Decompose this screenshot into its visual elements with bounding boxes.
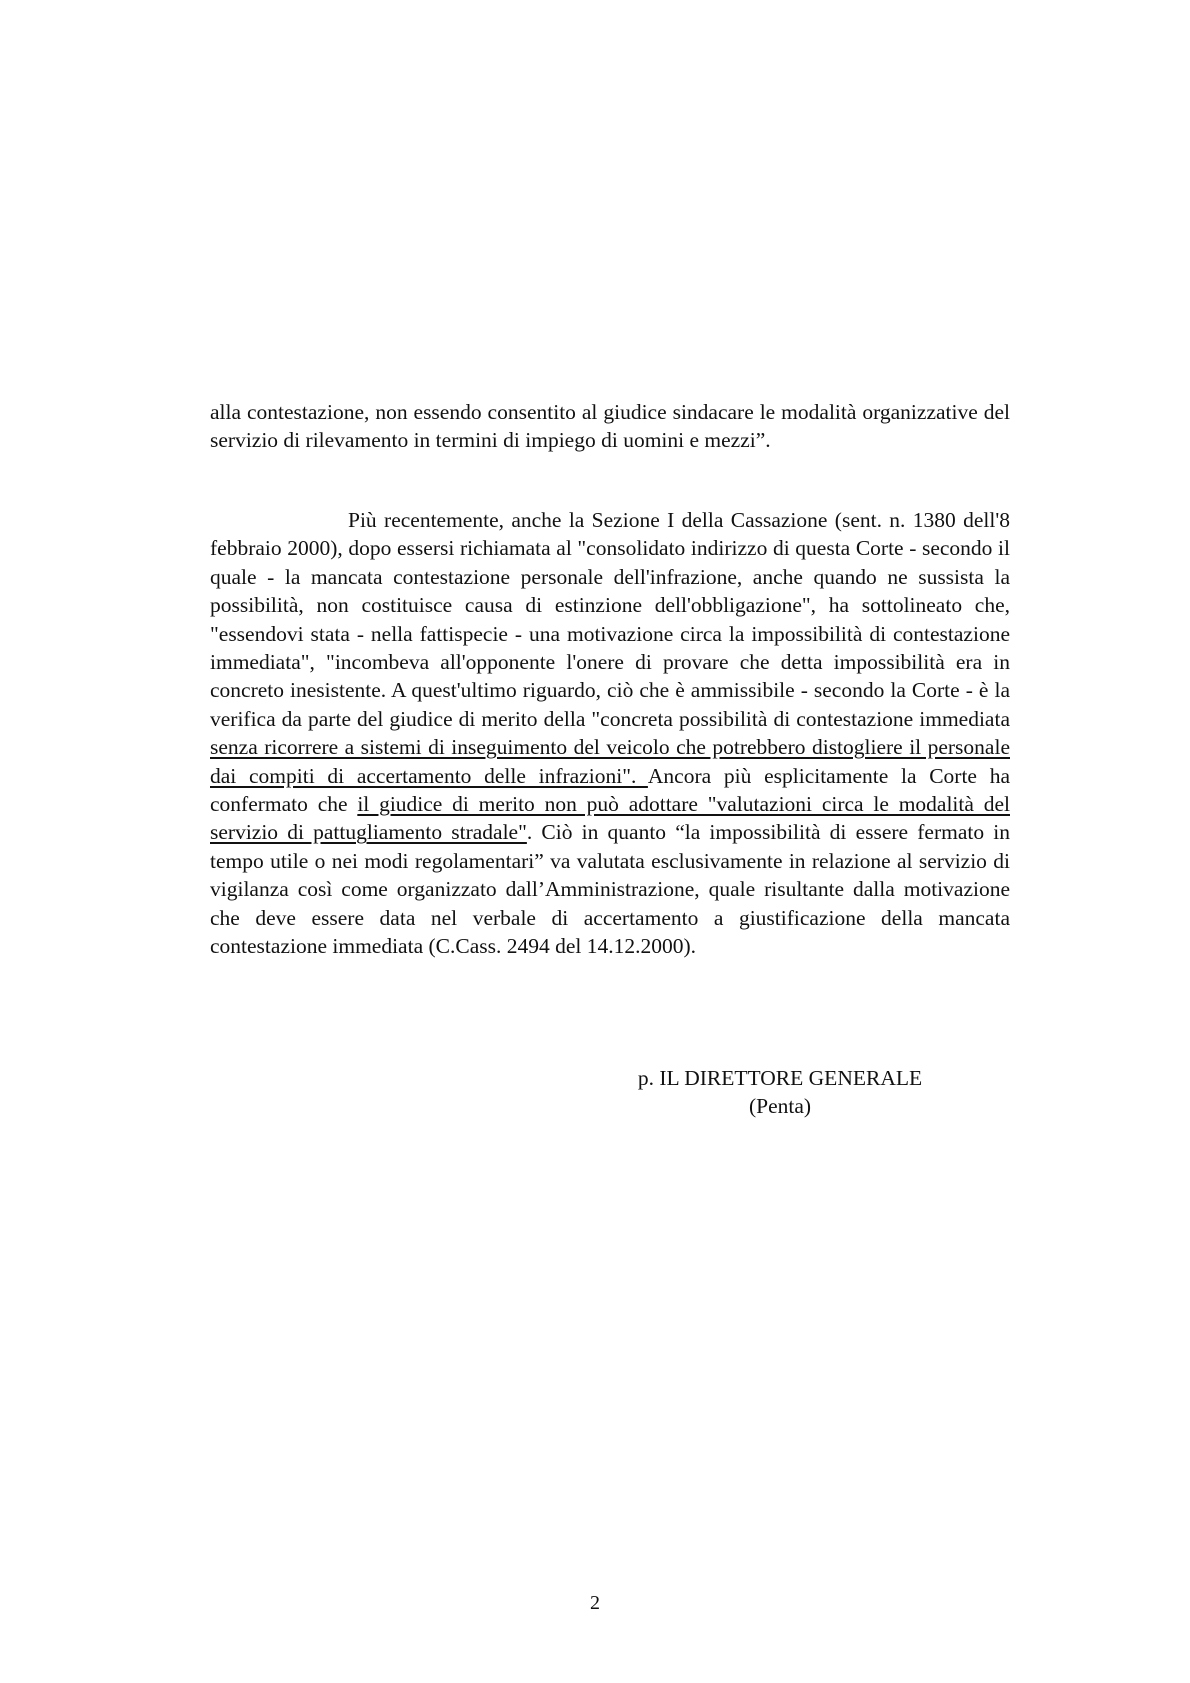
signature-title: p. IL DIRETTORE GENERALE — [637, 1066, 923, 1090]
page-number: 2 — [590, 1592, 600, 1614]
underlined-text-2: il giudice di merito non può adottare "valutazioni circa le modalità del servizio di pattugliamento stradale" — [210, 792, 1010, 845]
paragraph-cassazione — [210, 506, 1010, 961]
paragraph-text-part2: Ancora più esplicitamente la Corte ha confermato che — [210, 763, 1010, 817]
paragraph-text-part1: Più recentemente, anche la Sezione I della Cassazione (sent. n. 1380 dell'8 febbraio 2000), dopo essersi richiamata al "consolidato indirizzo di questa Corte - secondo il quale - la mancata contestazione personale dell'infrazione, anche quando ne sussista la possibilità, non costituisce causa di estinzione dell'obbligazione", ha sottolineato che, "essendovi stata - nella fattispecie - una motivazione circa la impossibilità di contestazione immediata", "incombeva all'opponente l'onere di provare che detta impossibilità era in concreto inesistente. A quest'ultimo riguardo, ciò che è ammissibile - secondo la Corte - è la verifica da parte del giudice di merito della "concreta possibilità di contestazione immediata — [210, 508, 1010, 731]
signature-name: (Penta) — [748, 1094, 812, 1119]
signature-block — [580, 1064, 980, 1121]
underlined-text-1: senza ricorrere a sistemi di inseguimento del veicolo che potrebbero distogliere il personale dai compiti di accertamento delle infrazioni". — [210, 735, 1010, 788]
paragraph-continuation: alla contestazione, non essendo consentito al giudice sindacare le modalità organizzative del servizio di rilevamento in termini di impiego di uomini e mezzi”. — [210, 400, 1010, 453]
paragraph-text-part3: . Ciò in quanto “la impossibilità di essere fermato in tempo utile o nei modi regolamentari” va valutata esclusivamente in relazione al servizio di vigilanza così come organizzato dall’Amministrazione, quale risultante dalla motivazione che deve essere data nel verbale di accertamento a giustificazione della mancata contestazione immediata (C.Cass. 2494 del 14.12.2000). — [210, 820, 1010, 959]
